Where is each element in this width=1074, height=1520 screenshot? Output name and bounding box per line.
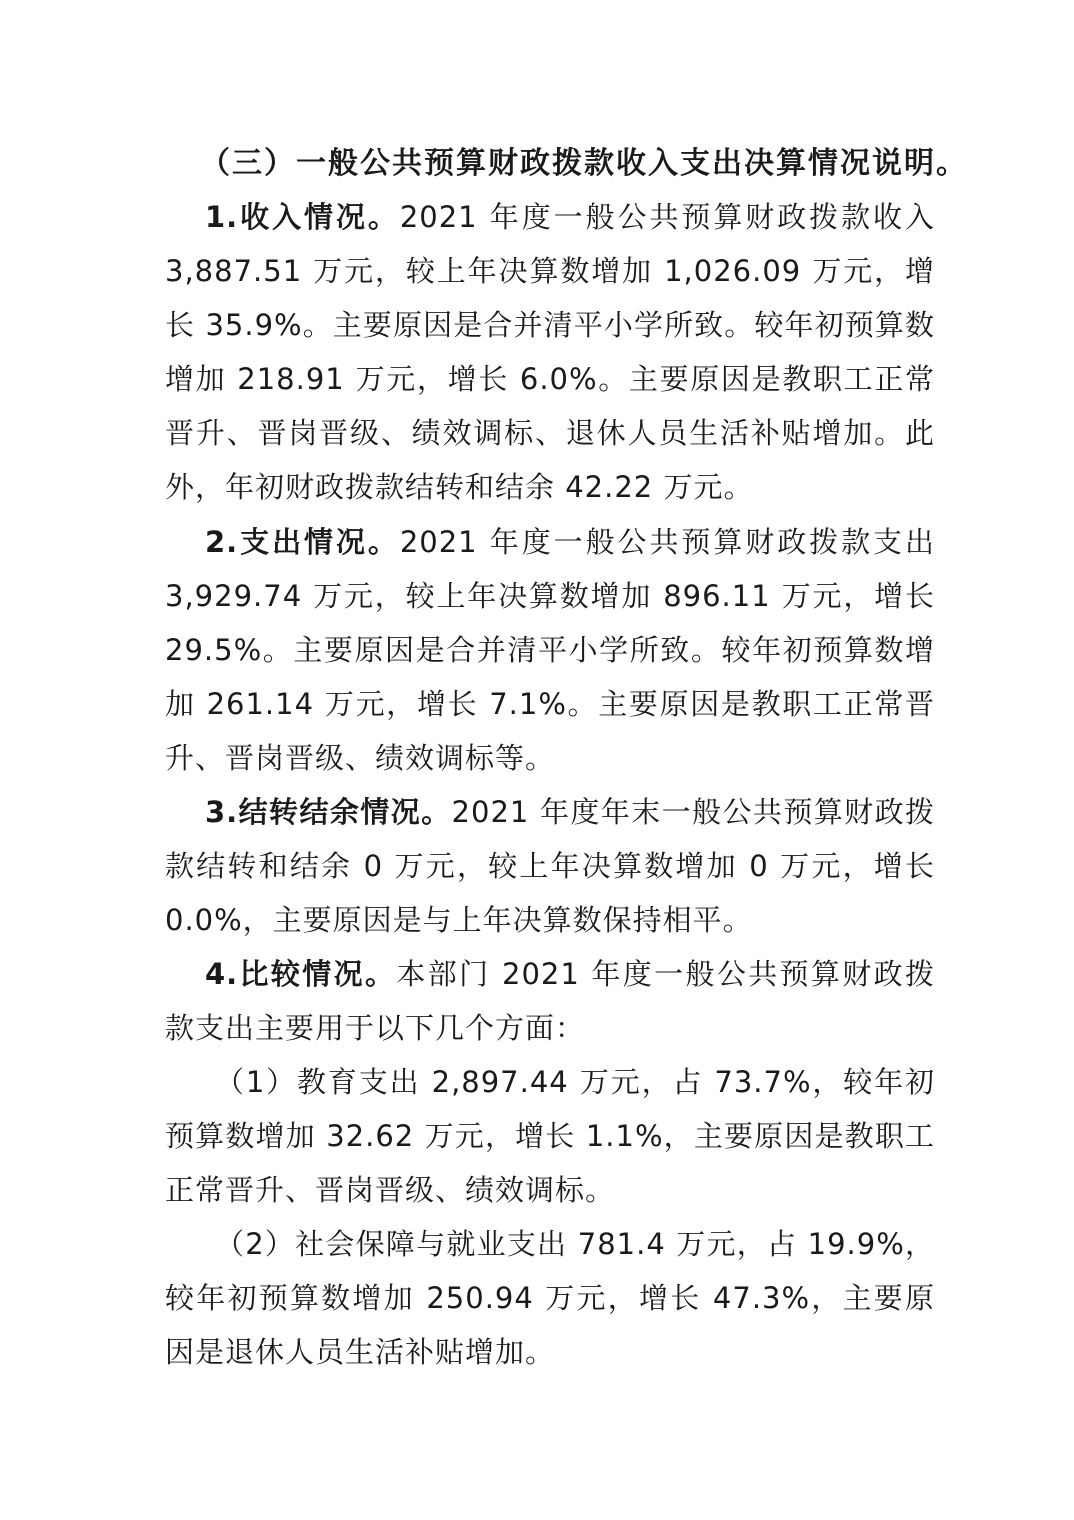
section-heading: （三）一般公共预算财政拨款收入支出决算情况说明。	[200, 146, 968, 181]
paragraph-income	[165, 190, 935, 514]
paragraph-text: 本部门 2021 年度一般公共预算财政拨款支出主要用于以下几个方面：	[165, 957, 935, 1045]
paragraph-text: （2）社会保障与就业支出 781.4 万元，占 19.9%，较年初预算数增加 250.94 万元，增长 47.3%，主要原因是退休人员生活补贴增加。	[165, 1227, 935, 1369]
paragraph-text: 2021 年度年末一般公共预算财政拨款结转和结余 0 万元，较上年决算数增加 0 万元，增长 0.0%，主要原因是与上年决算数保持相平。	[165, 795, 935, 937]
paragraph-text: 2021 年度一般公共预算财政拨款支出 3,929.74 万元，较上年决算数增加 896.11 万元，增长 29.5%。主要原因是合并清平小学所致。较年初预算数增加 261.14 万元，增长 7.1%。主要原因是教职工正常晋升、晋岗晋级、绩效调标等。	[165, 525, 935, 775]
paragraph-lead: 3.结转结余情况。	[205, 795, 452, 829]
paragraph-carryover	[165, 785, 935, 947]
paragraph-text: （1）教育支出 2,897.44 万元，占 73.7%，较年初预算数增加 32.62 万元，增长 1.1%，主要原因是教职工正常晋升、晋岗晋级、绩效调标。	[165, 1065, 935, 1207]
paragraph-lead: 2.支出情况。	[205, 525, 400, 559]
paragraph-lead: 1.收入情况。	[205, 200, 400, 234]
paragraph-expenditure	[165, 515, 935, 785]
paragraph-education	[165, 1055, 935, 1217]
paragraph-text: 2021 年度一般公共预算财政拨款收入 3,887.51 万元，较上年决算数增加 1,026.09 万元，增长 35.9%。主要原因是合并清平小学所致。较年初预算数增加 218.91 万元，增长 6.0%。主要原因是教职工正常晋升、晋岗晋级、绩效调标、退休人员生活补贴增加。此外，年初财政拨款结转和结余 42.22 万元。	[165, 200, 935, 504]
paragraph-social-security	[165, 1217, 935, 1379]
paragraph-comparison	[165, 947, 935, 1055]
paragraph-lead: 4.比较情况。	[205, 957, 397, 991]
